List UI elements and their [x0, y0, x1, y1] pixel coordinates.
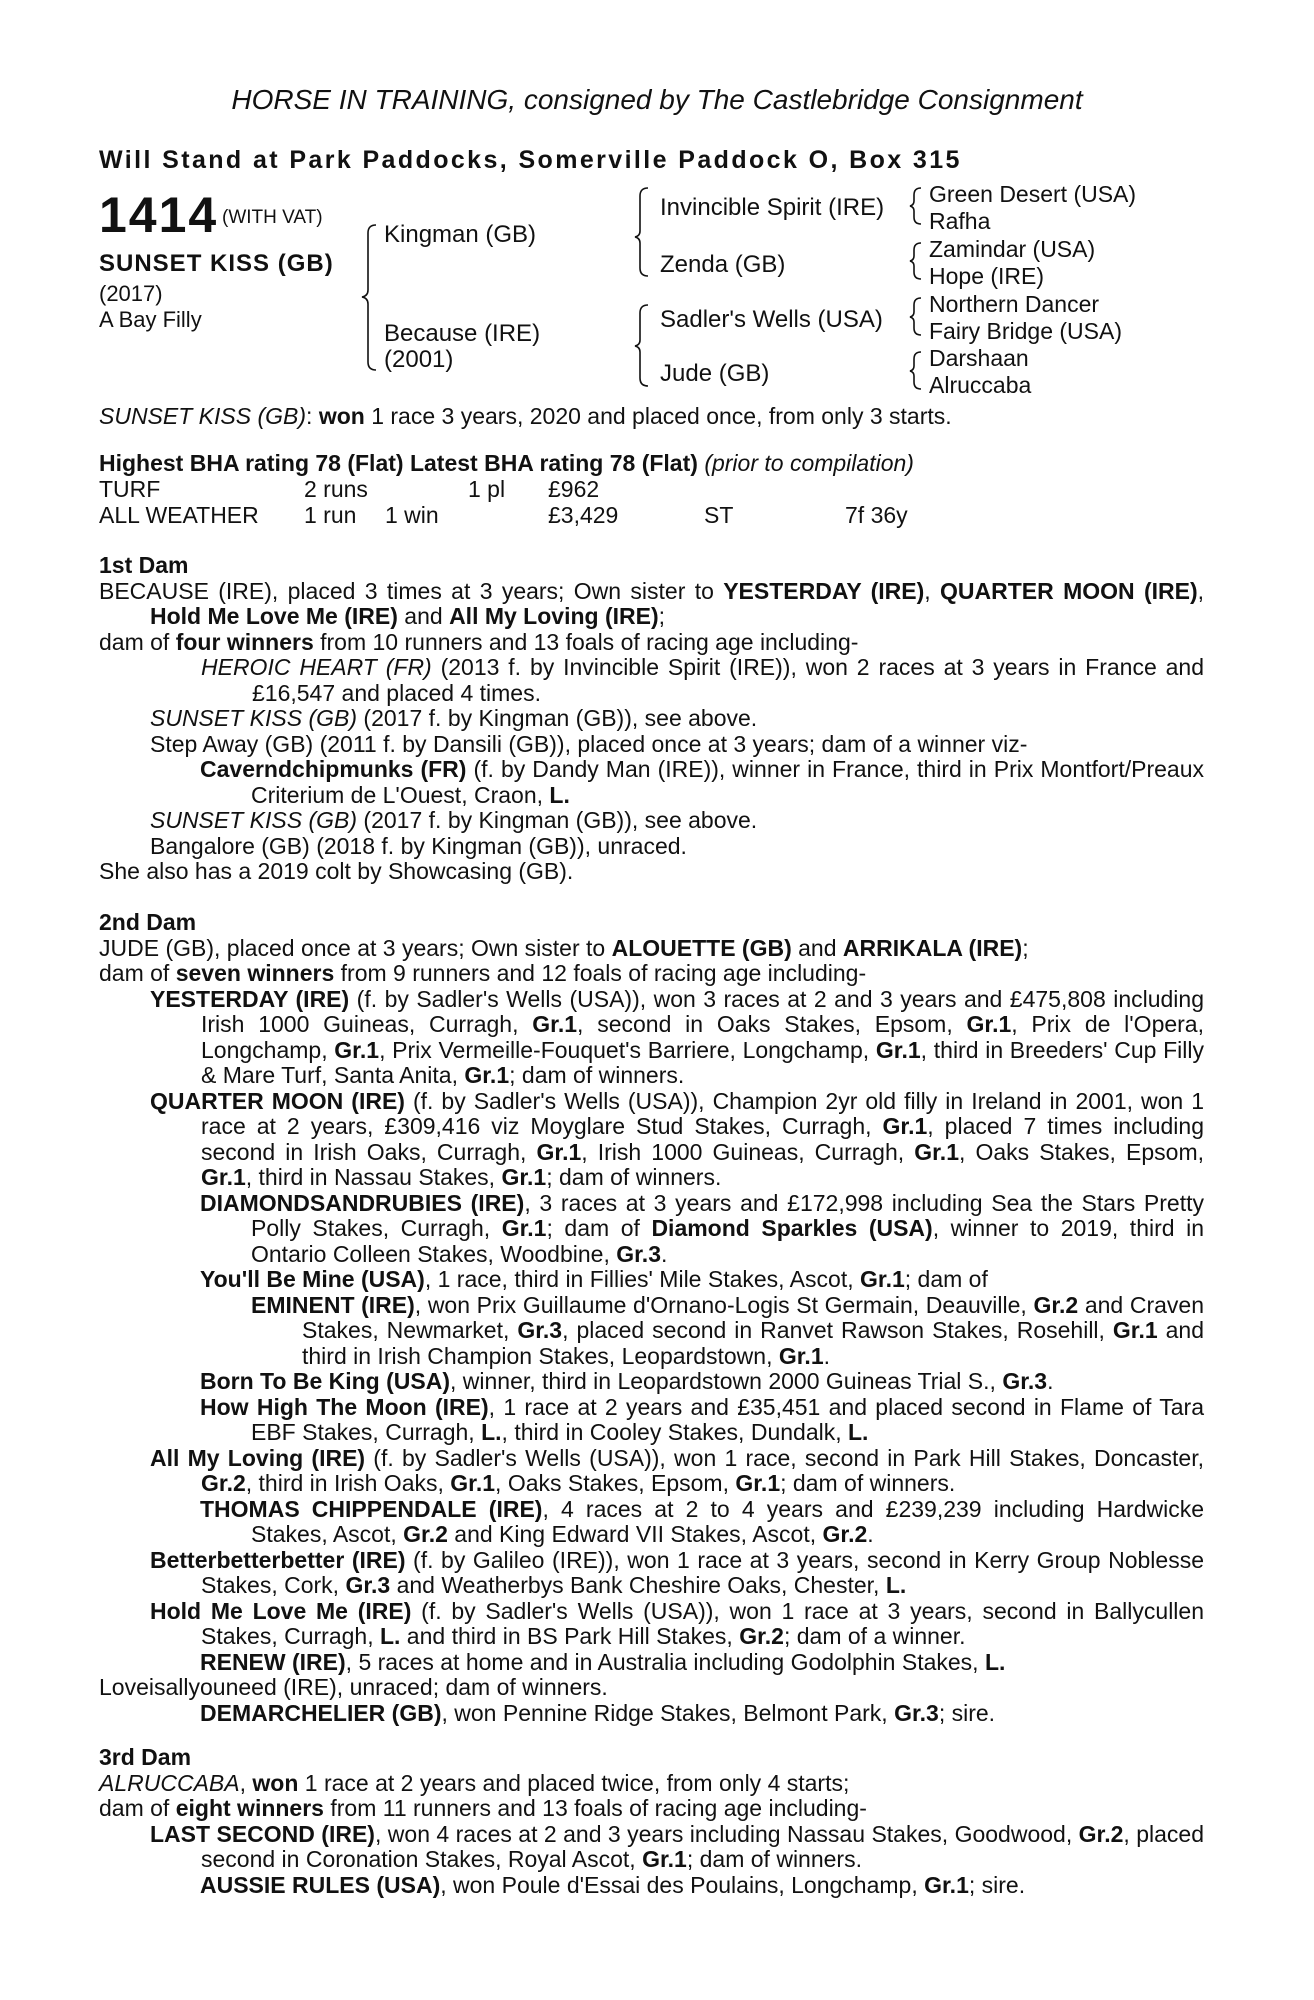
td-entry-aussie-rules [99, 1873, 1204, 1899]
pedigree-braces [0, 0, 1314, 420]
ratings-text: Highest BHA rating 78 (Flat) Latest BHA rating 78 (Flat) [99, 450, 698, 476]
yest-name: YESTERDAY (IRE) [150, 985, 350, 1012]
yest-t5: , third in Breeders' Cup Filly & Mare Turf, Santa Anita, [201, 1036, 1204, 1088]
sd-entry-loveisallyouneed [99, 1675, 1204, 1701]
td-entry-last-second [99, 1822, 1204, 1873]
fd-and: and [397, 603, 450, 629]
ren-t1: , 5 races at home and in Australia including Godolphin Stakes, [345, 1648, 985, 1675]
fd-entry-sunset-kiss-2 [99, 808, 1204, 834]
fd-four-winners: four winners [175, 628, 314, 655]
tc-g2: Gr.2 [822, 1521, 868, 1547]
aw-distance: 7f 36y [845, 502, 908, 528]
brace-dam [635, 305, 648, 386]
fd-e3s-grade: L. [549, 781, 570, 808]
bbb-g1: Gr.3 [345, 1572, 391, 1598]
sd-entry-renew [99, 1650, 1204, 1676]
sd-arrikala: ARRIKALA (IRE) [842, 934, 1023, 961]
ratings-note: (prior to compilation) [704, 450, 914, 476]
qm-g4: Gr.1 [201, 1164, 246, 1190]
ped-dam-year: (2001) [384, 346, 454, 373]
btbk-g1: Gr.3 [1002, 1368, 1048, 1394]
first-dam-section [99, 553, 1204, 885]
ls-t1: , won 4 races at 2 and 3 years including Nassau Stakes, Goodwood, [374, 1820, 1079, 1847]
yest-t6: ; dam of winners. [509, 1062, 685, 1088]
fd-text: BECAUSE (IRE), placed 3 times at 3 years; Own sister to [99, 577, 724, 604]
dia-diamond-sparkles: Diamond Sparkles (USA) [651, 1215, 933, 1241]
hml-t2: and third in BS Park Hill Stakes, [400, 1623, 740, 1649]
fd-e2-text: (2017 f. by Kingman (GB)), see above. [357, 705, 758, 731]
ls-g2: Gr.1 [642, 1846, 687, 1872]
turf-runs: 2 runs [304, 476, 368, 502]
em-t4: and third in Irish Champion Stakes, Leopardstown, [302, 1317, 1205, 1369]
lot-number: 1414 [99, 187, 219, 243]
em-name: EMINENT (IRE) [251, 1291, 415, 1318]
sd-semi: ; [1022, 934, 1029, 961]
fd-e6-text: She also has a 2019 colt by Showcasing (GB). [99, 858, 574, 884]
ped-sire-sire: Invincible Spirit (IRE) [660, 194, 885, 221]
ar-t1: , won Poule d'Essai des Poulains, Longchamp, [440, 1871, 925, 1898]
turf-prize: £962 [548, 476, 600, 502]
fd-e3-text: Step Away (GB) (2011 f. by Dansili (GB)), placed once at 3 years; dam of a winner viz- [150, 730, 1028, 757]
tc-t3: . [867, 1521, 874, 1547]
sd-runners: from 9 runners and 12 foals of racing age including- [334, 960, 867, 986]
dem-t1: , won Pennine Ridge Stakes, Belmont Park, [441, 1699, 895, 1726]
em-t1: , won Prix Guillaume d'Ornano-Logis St Germain, Deauville, [414, 1291, 1034, 1318]
hhm-t2: , third in Cooley Stakes, Dundalk, [501, 1419, 848, 1445]
em-g4: Gr.1 [778, 1342, 824, 1369]
sd-entry-betterbetterbetter [99, 1548, 1204, 1599]
bbb-t1: (f. by Galileo (IRE)), won 1 race at 3 years, second in Kerry Group Noblesse Stakes, Cork, [201, 1546, 1204, 1598]
aml-t2: , third in Irish Oaks, [245, 1470, 451, 1496]
horse-description: A Bay Filly [99, 307, 202, 332]
em-g3: Gr.1 [1112, 1317, 1158, 1343]
aml-t3: , Oaks Stakes, Epsom, [495, 1470, 736, 1496]
td-comma: , [239, 1769, 253, 1796]
dia-t3: , winner to 2019, third in Ontario Colleen Stakes, Woodbine, [251, 1215, 1204, 1267]
em-t2: and Craven Stakes, Newmarket, [302, 1291, 1204, 1343]
third-dam-section [99, 1745, 1204, 1898]
hml-t3: ; dam of a winner. [783, 1623, 966, 1649]
ar-g1: Gr.1 [924, 1871, 969, 1898]
sd-entry-thomas-chippendale [99, 1497, 1204, 1548]
td-damof: dam of [99, 1795, 176, 1821]
hml-g1: L. [379, 1623, 401, 1649]
aml-name: All My Loving (IRE) [150, 1444, 366, 1471]
btbk-t2: . [1047, 1368, 1054, 1394]
yest-t3: , Prix de l'Opera, Longchamp, [201, 1011, 1204, 1063]
tc-name: THOMAS CHIPPENDALE (IRE) [200, 1495, 543, 1522]
ren-name: RENEW (IRE) [200, 1648, 346, 1675]
first-dam-heading: 1st Dam [99, 552, 189, 578]
ybm-g1: Gr.1 [860, 1266, 905, 1292]
fd-comma2: , [1197, 577, 1205, 604]
aw-prize: £3,429 [548, 502, 619, 528]
ls-t2: , placed second in Coronation Stakes, Royal Ascot, [201, 1820, 1204, 1872]
fd-comma: , [924, 577, 941, 604]
td-won: won [252, 1769, 299, 1796]
ped-sds: Zamindar (USA) [929, 236, 1096, 262]
dem-g1: Gr.3 [894, 1699, 939, 1726]
hml-name: Hold Me Love Me (IRE) [150, 1597, 412, 1624]
qm-g1: Gr.1 [882, 1113, 928, 1139]
ped-dds: Darshaan [929, 345, 1029, 371]
sd-entry-hold-me-love-me [99, 1599, 1204, 1650]
sd-alouette: ALOUETTE (GB) [611, 934, 792, 961]
qm-t3: , Irish 1000 Guineas, Curragh, [581, 1138, 915, 1165]
page-title: HORSE IN TRAINING, consigned by The Castlebridge Consignment [231, 84, 1083, 115]
brace-dd [910, 352, 921, 389]
fd-semi: ; [658, 603, 666, 629]
td-line1 [99, 1771, 1204, 1797]
ped-dsd: Fairy Bridge (USA) [929, 318, 1122, 344]
first-dam-line1 [99, 579, 1204, 630]
fd-runners: from 10 runners and 13 foals of racing age including- [313, 628, 859, 655]
tc-t1: , 4 races at 2 to 4 years and £239,239 including Hardwicke Stakes, Ascot, [251, 1495, 1205, 1547]
sd-and: and [791, 934, 843, 961]
td-alruccaba: ALRUCCABA [99, 1769, 240, 1796]
aw-wins: 1 win [385, 502, 439, 528]
brace-ss [910, 188, 921, 224]
tc-t2: and King Edward VII Stakes, Ascot, [447, 1521, 823, 1547]
fd-all-my-loving: All My Loving (IRE) [449, 603, 659, 629]
sd-damof: dam of [99, 960, 176, 986]
bbb-name: Betterbetterbetter (IRE) [150, 1546, 406, 1573]
yest-t4: , Prix Vermeille-Fouquet's Barriere, Longchamp, [379, 1036, 876, 1063]
dem-t2: ; sire. [938, 1699, 996, 1726]
stand-location: Will Stand at Park Paddocks, Somerville Paddock O, Box 315 [99, 146, 962, 174]
sd-text: JUDE (GB), placed once at 3 years; Own sister to [99, 934, 612, 961]
ped-ddd: Alruccaba [929, 372, 1032, 398]
fd-e5-text: Bangalore (GB) (2018 f. by Kingman (GB)), unraced. [150, 832, 687, 859]
dem-name: DEMARCHELIER (GB) [200, 1699, 442, 1726]
yest-g3: Gr.1 [334, 1036, 380, 1063]
ped-sire: Kingman (GB) [384, 221, 537, 248]
td-runners: from 11 runners and 13 foals of racing age including- [323, 1795, 867, 1821]
hhm-g2: L. [848, 1419, 869, 1445]
yest-g5: Gr.1 [464, 1062, 510, 1088]
fd-e2-name: SUNSET KISS (GB) [150, 705, 358, 731]
yest-g2: Gr.1 [966, 1011, 1012, 1037]
fd-entry-caverndchipmunks [99, 757, 1204, 808]
hhm-t1: , 1 race at 2 years and £35,451 and placed second in Flame of Tara EBF Stakes, Curragh, [251, 1393, 1204, 1445]
aml-g2: Gr.1 [450, 1470, 496, 1496]
ratings-line [99, 450, 914, 477]
fd-entry-colt [99, 859, 1204, 885]
ar-t2: ; sire. [968, 1871, 1026, 1898]
fd-damof: dam of [99, 628, 176, 655]
aml-g1: Gr.2 [201, 1470, 246, 1496]
ren-g1: L. [984, 1648, 1006, 1675]
sd-entry-eminent [99, 1293, 1204, 1370]
ybm-t2: ; dam of [904, 1266, 988, 1292]
bbb-t2: and Weatherbys Bank Cheshire Oaks, Chester, [390, 1572, 886, 1598]
fd-entry-step-away [99, 732, 1204, 758]
yest-g4: Gr.1 [875, 1036, 921, 1063]
dia-name: DIAMONDSANDRUBIES (IRE) [200, 1189, 525, 1216]
fd-e4-text: (2017 f. by Kingman (GB)), see above. [357, 807, 758, 833]
ped-ssd: Rafha [929, 208, 991, 234]
bbb-g2: L. [885, 1572, 907, 1598]
sd-entry-yesterday [99, 987, 1204, 1089]
sd-seven-winners: seven winners [175, 960, 335, 986]
qm-t5: , third in Nassau Stakes, [245, 1164, 502, 1190]
sd-entry-all-my-loving [99, 1446, 1204, 1497]
aw-runs: 1 run [304, 502, 357, 528]
qm-t6: ; dam of winners. [546, 1164, 722, 1190]
ped-dam-dam: Jude (GB) [660, 360, 770, 387]
sd-entry-born-to-be-king [99, 1369, 1204, 1395]
td-text: 1 race at 2 years and placed twice, from only 4 starts; [298, 1769, 850, 1796]
fd-entry-bangalore [99, 834, 1204, 860]
yest-t1: (f. by Sadler's Wells (USA)), won 3 races at 2 and 3 years and £475,808 including Irish 1000 Guineas, Curragh, [201, 985, 1204, 1037]
aml-t1: (f. by Sadler's Wells (USA)), won 1 race, second in Park Hill Stakes, Doncaster, [365, 1444, 1204, 1471]
ls-name: LAST SECOND (IRE) [150, 1820, 375, 1847]
ped-sss: Green Desert (USA) [929, 181, 1137, 207]
btbk-t1: , winner, third in Leopardstown 2000 Guineas Trial S., [450, 1368, 1003, 1394]
tc-g1: Gr.2 [403, 1521, 448, 1547]
qm-g3: Gr.1 [914, 1138, 959, 1165]
ar-name: AUSSIE RULES (USA) [200, 1871, 441, 1898]
ped-sdd: Hope (IRE) [929, 263, 1045, 289]
fd-e1-name: HEROIC HEART (FR) [201, 654, 432, 680]
aml-t4: ; dam of winners. [780, 1470, 956, 1496]
second-dam-heading: 2nd Dam [99, 909, 197, 935]
brace-main [362, 225, 376, 370]
lov-text: Loveisallyouneed (IRE), unraced; dam of winners. [99, 1674, 608, 1700]
second-dam-section [99, 910, 1204, 1726]
td-eight-winners: eight winners [175, 1795, 324, 1821]
sd-entry-how-high-the-moon [99, 1395, 1204, 1446]
horse-name: SUNSET KISS (GB) [99, 250, 334, 277]
race-summary [99, 403, 952, 430]
qm-g5: Gr.1 [501, 1164, 547, 1190]
ls-t3: ; dam of winners. [686, 1846, 862, 1872]
sd-line1 [99, 936, 1204, 962]
dia-t1: , 3 races at 3 years and £172,998 including Sea the Stars Pretty Polly Stakes, Curragh, [251, 1189, 1204, 1241]
fd-yesterday: YESTERDAY (IRE) [723, 577, 925, 604]
summary-horse-name: SUNSET KISS (GB) [99, 403, 307, 429]
hml-g2: Gr.2 [739, 1623, 784, 1649]
em-g1: Gr.2 [1033, 1291, 1079, 1318]
fd-e1-text: (2013 f. by Invincible Spirit (IRE)), won 2 races at 3 years in France and £16,547 and placed 4 times. [252, 654, 1205, 706]
ybm-name: You'll Be Mine (USA) [200, 1266, 425, 1292]
dia-t2: ; dam of [546, 1215, 652, 1241]
yest-g1: Gr.1 [532, 1011, 578, 1037]
qm-t2: , placed 7 times including second in Irish Oaks, Curragh, [201, 1113, 1204, 1165]
hml-t1: (f. by Sadler's Wells (USA)), won 1 race at 3 years, second in Ballycullen Stakes, Curragh, [201, 1597, 1204, 1649]
em-t3: , placed second in Ranvet Rawson Stakes, Rosehill, [562, 1317, 1113, 1343]
fd-e4-name: SUNSET KISS (GB) [150, 807, 358, 833]
em-t5: . [823, 1342, 831, 1369]
ped-dam: Because (IRE) [384, 320, 541, 347]
qm-t1: (f. by Sadler's Wells (USA)), Champion 2yr old filly in Ireland in 2001, won 1 race at 2 years, £309,416 viz Moyglare Stud Stakes, Curragh, [201, 1087, 1204, 1139]
yest-t2: , second in Oaks Stakes, Epsom, [577, 1011, 967, 1037]
qm-t4: , Oaks Stakes, Epsom, [959, 1138, 1205, 1165]
third-dam-heading: 3rd Dam [99, 1744, 192, 1770]
hhm-name: How High The Moon (IRE) [200, 1393, 489, 1420]
td-line2 [99, 1796, 1204, 1822]
aw-surface: ST [704, 502, 734, 528]
sd-entry-quarter-moon [99, 1089, 1204, 1191]
turf-label: TURF [99, 476, 161, 502]
brace-sd [910, 243, 921, 279]
fd-hold-me: Hold Me Love Me (IRE) [150, 603, 398, 629]
aw-label: ALL WEATHER [99, 502, 259, 528]
sd-line2 [99, 961, 1204, 987]
summary-won: won [318, 403, 365, 429]
fd-entry-sunset-kiss [99, 706, 1204, 732]
sd-entry-demarchelier [99, 1701, 1204, 1727]
horse-year: (2017) [99, 281, 163, 306]
turf-placed: 1 pl [468, 476, 506, 502]
ls-g1: Gr.2 [1078, 1820, 1124, 1847]
first-dam-line2 [99, 630, 1204, 656]
summary-colon: : [306, 403, 313, 429]
sd-entry-diamondsandrubies [99, 1191, 1204, 1268]
ped-dss: Northern Dancer [929, 291, 1100, 317]
dia-t4: . [661, 1240, 668, 1267]
dia-g1: Gr.1 [501, 1215, 547, 1241]
qm-name: QUARTER MOON (IRE) [150, 1087, 405, 1114]
fd-e3s-name: Caverndchipmunks (FR) [200, 756, 467, 782]
hhm-g1: L. [481, 1419, 502, 1445]
ped-dam-sire: Sadler's Wells (USA) [660, 306, 883, 333]
fd-e3s-text: (f. by Dandy Man (IRE)), winner in France, third in Prix Montfort/Preaux Criterium de L'Ouest, Craon, [251, 756, 1204, 808]
fd-entry-heroic-heart [150, 655, 1204, 706]
dia-g3: Gr.3 [616, 1240, 661, 1267]
sd-entry-youll-be-mine [99, 1267, 1204, 1293]
btbk-name: Born To Be King (USA) [200, 1368, 450, 1394]
summary-rest: 1 race 3 years, 2020 and placed once, from only 3 starts. [364, 403, 952, 429]
brace-ds [910, 298, 921, 335]
fd-quarter-moon: QUARTER MOON (IRE) [940, 577, 1198, 604]
ped-sire-dam: Zenda (GB) [660, 251, 786, 278]
vat-note: (WITH VAT) [222, 207, 323, 228]
aml-g3: Gr.1 [735, 1470, 781, 1496]
qm-g2: Gr.1 [536, 1138, 582, 1165]
ybm-t1: , 1 race, third in Fillies' Mile Stakes, Ascot, [424, 1266, 860, 1292]
brace-sire [635, 188, 648, 276]
em-g2: Gr.3 [517, 1317, 563, 1343]
